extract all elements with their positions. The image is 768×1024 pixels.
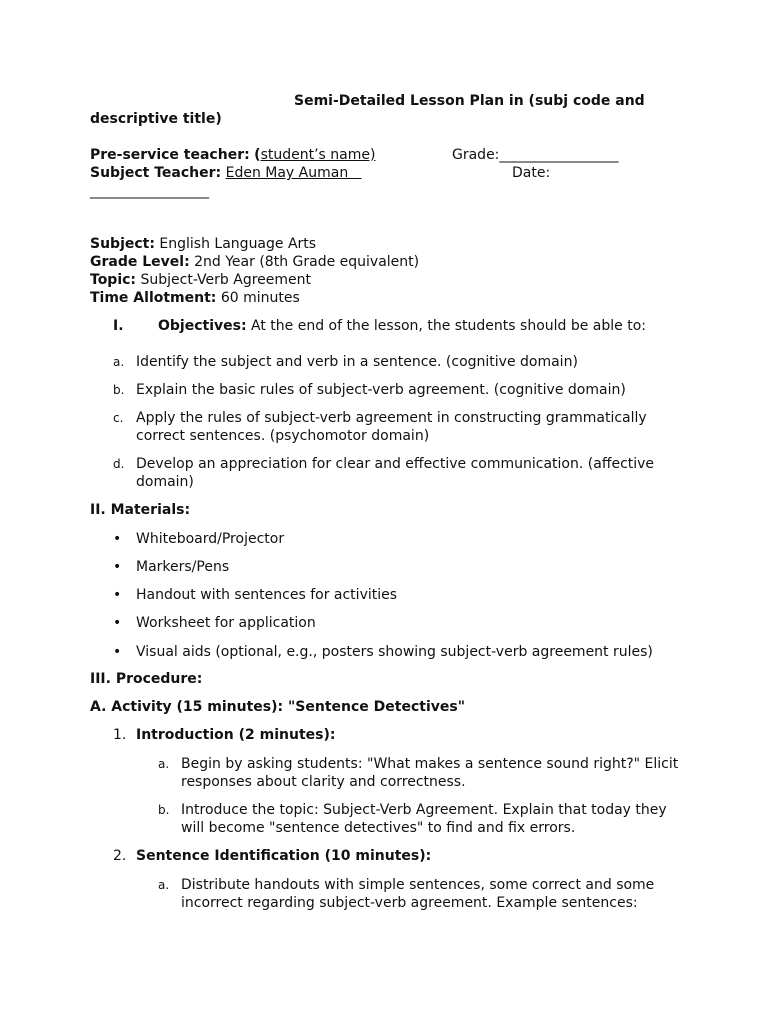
procedure-heading: III. Procedure: xyxy=(90,671,203,687)
materials-item: Worksheet for application xyxy=(136,615,316,631)
topic-value: Subject-Verb Agreement xyxy=(140,272,311,288)
substep-item-continued: responses about clarity and correctness. xyxy=(181,774,466,790)
subject-value: English Language Arts xyxy=(159,236,317,252)
objective-marker: b. xyxy=(113,383,125,397)
objective-item-continued: correct sentences. (psychomotor domain) xyxy=(136,428,430,444)
bullet: • xyxy=(113,644,122,660)
substep-item: Introduce the topic: Subject-Verb Agreement. Explain that today they xyxy=(181,802,667,818)
grade-level-label: Grade Level: xyxy=(90,254,190,270)
objective-item: Apply the rules of subject-verb agreement in constructing grammatically xyxy=(136,410,647,426)
grade-field xyxy=(452,146,618,164)
subject-label: Subject: xyxy=(90,236,155,252)
date-blank: _________________ xyxy=(90,183,209,199)
substep-marker: b. xyxy=(158,803,170,817)
objectives-numeral: I. xyxy=(113,318,124,334)
step-title: Sentence Identification (10 minutes): xyxy=(136,848,432,864)
subject-teacher-name: Eden May Auman xyxy=(225,165,362,181)
substep-item: Begin by asking students: "What makes a sentence sound right?" Elicit xyxy=(181,756,679,772)
time-allotment-value: 60 minutes xyxy=(220,290,300,306)
objective-marker: c. xyxy=(113,411,124,425)
bullet: • xyxy=(113,587,122,603)
substep-item-continued: incorrect regarding subject-verb agreement. Example sentences: xyxy=(181,895,638,911)
materials-heading: II. Materials: xyxy=(90,502,191,518)
date-label: Date: xyxy=(512,165,551,181)
objective-item: Identify the subject and verb in a sentence. (cognitive domain) xyxy=(136,354,578,370)
activity-heading: A. Activity (15 minutes): "Sentence Detectives" xyxy=(90,699,465,715)
materials-item: Whiteboard/Projector xyxy=(136,531,285,547)
substep-item-continued: will become "sentence detectives" to find and fix errors. xyxy=(181,820,576,836)
materials-item: Markers/Pens xyxy=(136,559,230,575)
time-allotment-line xyxy=(90,289,300,307)
objective-item: Develop an appreciation for clear and effective communication. (affective xyxy=(136,456,655,472)
bullet: • xyxy=(113,559,122,575)
subject-teacher-label: Subject Teacher: xyxy=(90,165,222,181)
objective-marker: a. xyxy=(113,355,125,369)
grade-blank: _________________ xyxy=(499,147,619,163)
document-title-continued: descriptive title) xyxy=(90,111,222,127)
objectives-heading xyxy=(158,317,646,335)
topic-line xyxy=(90,271,311,289)
preservice-teacher-line xyxy=(90,146,375,164)
objectives-intro: At the end of the lesson, the students should be able to: xyxy=(251,318,646,334)
substep-marker: a. xyxy=(158,878,170,892)
preservice-teacher-label: Pre-service teacher: xyxy=(90,147,250,163)
objective-marker: d. xyxy=(113,457,125,471)
subject-line xyxy=(90,235,316,253)
materials-item: Handout with sentences for activities xyxy=(136,587,398,603)
step-number: 2. xyxy=(113,848,127,864)
subject-teacher-line xyxy=(90,164,362,182)
grade-level-value: 2nd Year (8th Grade equivalent) xyxy=(194,254,420,270)
grade-label: Grade: xyxy=(452,147,500,163)
substep-marker: a. xyxy=(158,757,170,771)
objectives-label: Objectives: xyxy=(158,318,247,334)
bullet: • xyxy=(113,531,122,547)
time-allotment-label: Time Allotment: xyxy=(90,290,217,306)
step-number: 1. xyxy=(113,727,127,743)
grade-level-line xyxy=(90,253,419,271)
objective-item: Explain the basic rules of subject-verb agreement. (cognitive domain) xyxy=(136,382,626,398)
materials-item: Visual aids (optional, e.g., posters showing subject-verb agreement rules) xyxy=(136,644,653,660)
bullet: • xyxy=(113,615,122,631)
preservice-teacher-paren: ( xyxy=(254,147,261,163)
step-title: Introduction (2 minutes): xyxy=(136,727,336,743)
preservice-teacher-name: student’s name) xyxy=(260,147,376,163)
objective-item-continued: domain) xyxy=(136,474,194,490)
substep-item: Distribute handouts with simple sentences, some correct and some xyxy=(181,877,655,893)
topic-label: Topic: xyxy=(90,272,137,288)
document-title: Semi-Detailed Lesson Plan in (subj code and xyxy=(294,93,645,109)
